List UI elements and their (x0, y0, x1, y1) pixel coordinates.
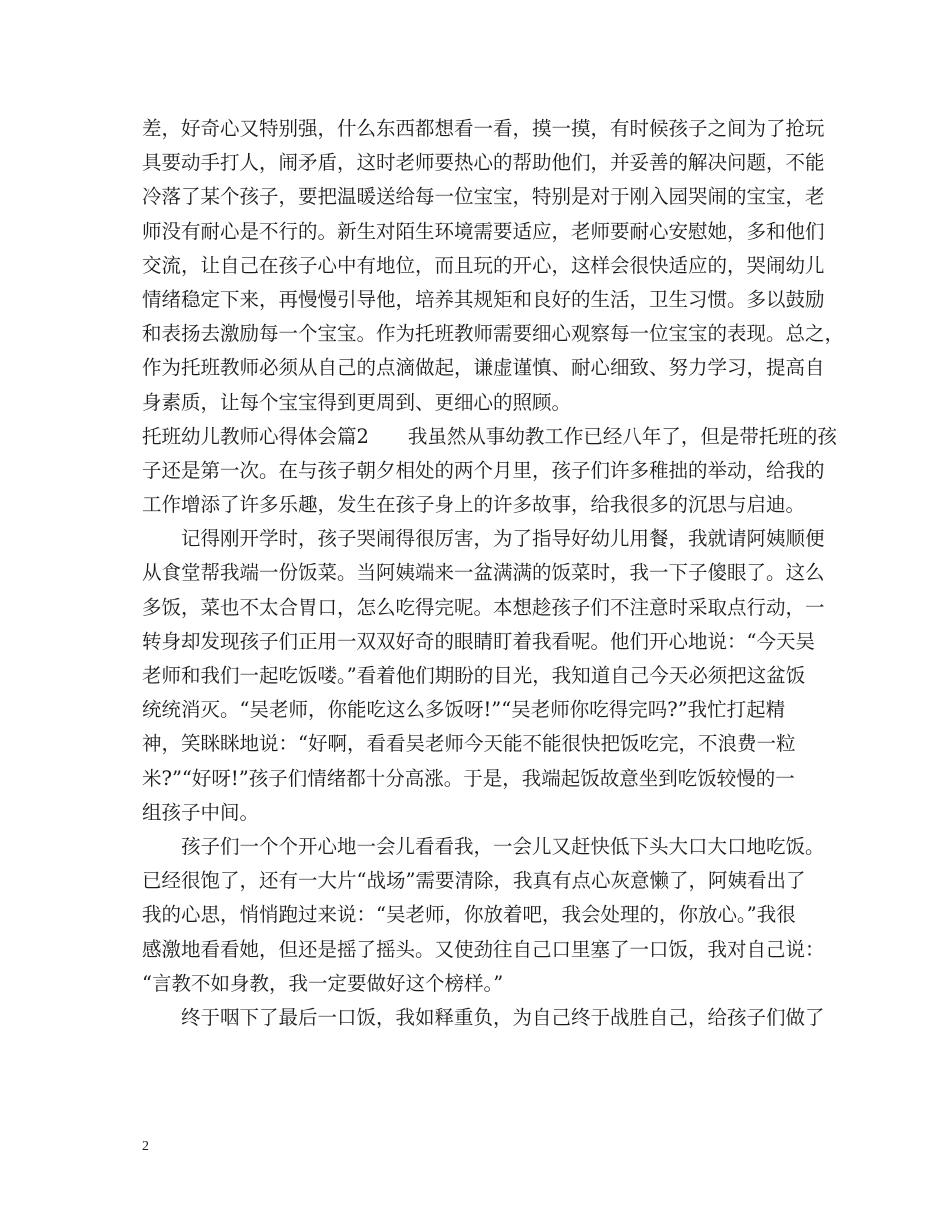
text-line: 工作增添了许多乐趣，发生在孩子身上的许多故事，给我很多的沉思与启迪。 (142, 493, 806, 517)
document-body (142, 112, 845, 1035)
text-line: 从食堂帮我端一份饭菜。当阿姨端来一盆满满的饭菜时，我一下子傻眼了。这么 (142, 561, 825, 585)
text-line: 和表扬去激励每一个宝宝。作为托班教师需要细心观察每一位宝宝的表现。总之， (142, 322, 845, 346)
text-line: 米?”“好呀!”孩子们情绪都十分高涨。于是，我端起饭故意坐到吃饭较慢的一 (142, 766, 795, 790)
page-number: 2 (142, 1139, 149, 1154)
text-line: 身素质，让每个宝宝得到更周到、更细心的照顾。 (142, 390, 572, 414)
text-line: 托班幼儿教师心得体会篇2 我虽然从事幼教工作已经八年了，但是带托班的孩 (142, 424, 837, 448)
text-line: “言教不如身教，我一定要做好这个榜样。” (142, 971, 504, 995)
text-line: 子还是第一次。在与孩子朝夕相处的两个月里，孩子们许多稚拙的举动，给我的 (142, 458, 825, 482)
text-line: 统统消灭。“吴老师，你能吃这么多饭呀!”“吴老师你吃得完吗?”我忙打起精 (142, 698, 786, 722)
text-line: 组孩子中间。 (142, 800, 260, 824)
text-line: 记得刚开学时，孩子哭闹得很厉害，为了指导好幼儿用餐，我就请阿姨顺便 (181, 527, 825, 551)
text-line: 交流，让自己在孩子心中有地位，而且玩的开心，这样会很快适应的，哭闹幼儿 (142, 253, 825, 277)
text-line: 师没有耐心是不行的。新生对陌生环境需要适应，老师要耐心安慰她，多和他们 (142, 219, 825, 243)
text-line: 情绪稳定下来，再慢慢引导他，培养其规矩和良好的生活，卫生习惯。多以鼓励 (142, 287, 825, 311)
text-line: 终于咽下了最后一口饭，我如释重负，为自己终于战胜自己，给孩子们做了 (181, 1005, 825, 1029)
text-line: 具要动手打人，闹矛盾，这时老师要热心的帮助他们，并妥善的解决问题，不能 (142, 151, 825, 175)
text-line: 已经很饱了，还有一大片“战场”需要清除，我真有点心灰意懒了，阿姨看出了 (142, 869, 806, 893)
text-line: 差，好奇心又特别强，什么东西都想看一看，摸一摸，有时候孩子之间为了抢玩 (142, 117, 825, 140)
text-line: 感激地看看她，但还是摇了摇头。又使劲往自己口里塞了一口饭，我对自己说： (142, 937, 825, 961)
text-line: 孩子们一个个开心地一会儿看看我，一会儿又赶快低下头大口大口地吃饭。 (181, 834, 825, 858)
text-line: 神，笑眯眯地说：“好啊，看看吴老师今天能不能很快把饭吃完，不浪费一粒 (142, 732, 796, 756)
text-line: 老师和我们一起吃饭喽。”看着他们期盼的目光，我知道自己今天必须把这盆饭 (142, 664, 806, 687)
text-line: 转身却发现孩子们正用一双双好奇的眼睛盯着我看呢。他们开心地说：“今天吴 (142, 629, 815, 653)
text-line: 我的心思，悄悄跑过来说：“吴老师，你放着吧，我会处理的，你放心。”我很 (142, 903, 796, 927)
text-line: 多饭，菜也不太合胃口，怎么吃得完呢。本想趁孩子们不注意时采取点行动，一 (142, 595, 825, 619)
text-line: 作为托班教师必须从自己的点滴做起，谦虚谨慎、耐心细致、努力学习，提高自 (142, 356, 825, 380)
text-line: 冷落了某个孩子，要把温暖送给每一位宝宝，特别是对于刚入园哭闹的宝宝，老 (142, 185, 825, 209)
